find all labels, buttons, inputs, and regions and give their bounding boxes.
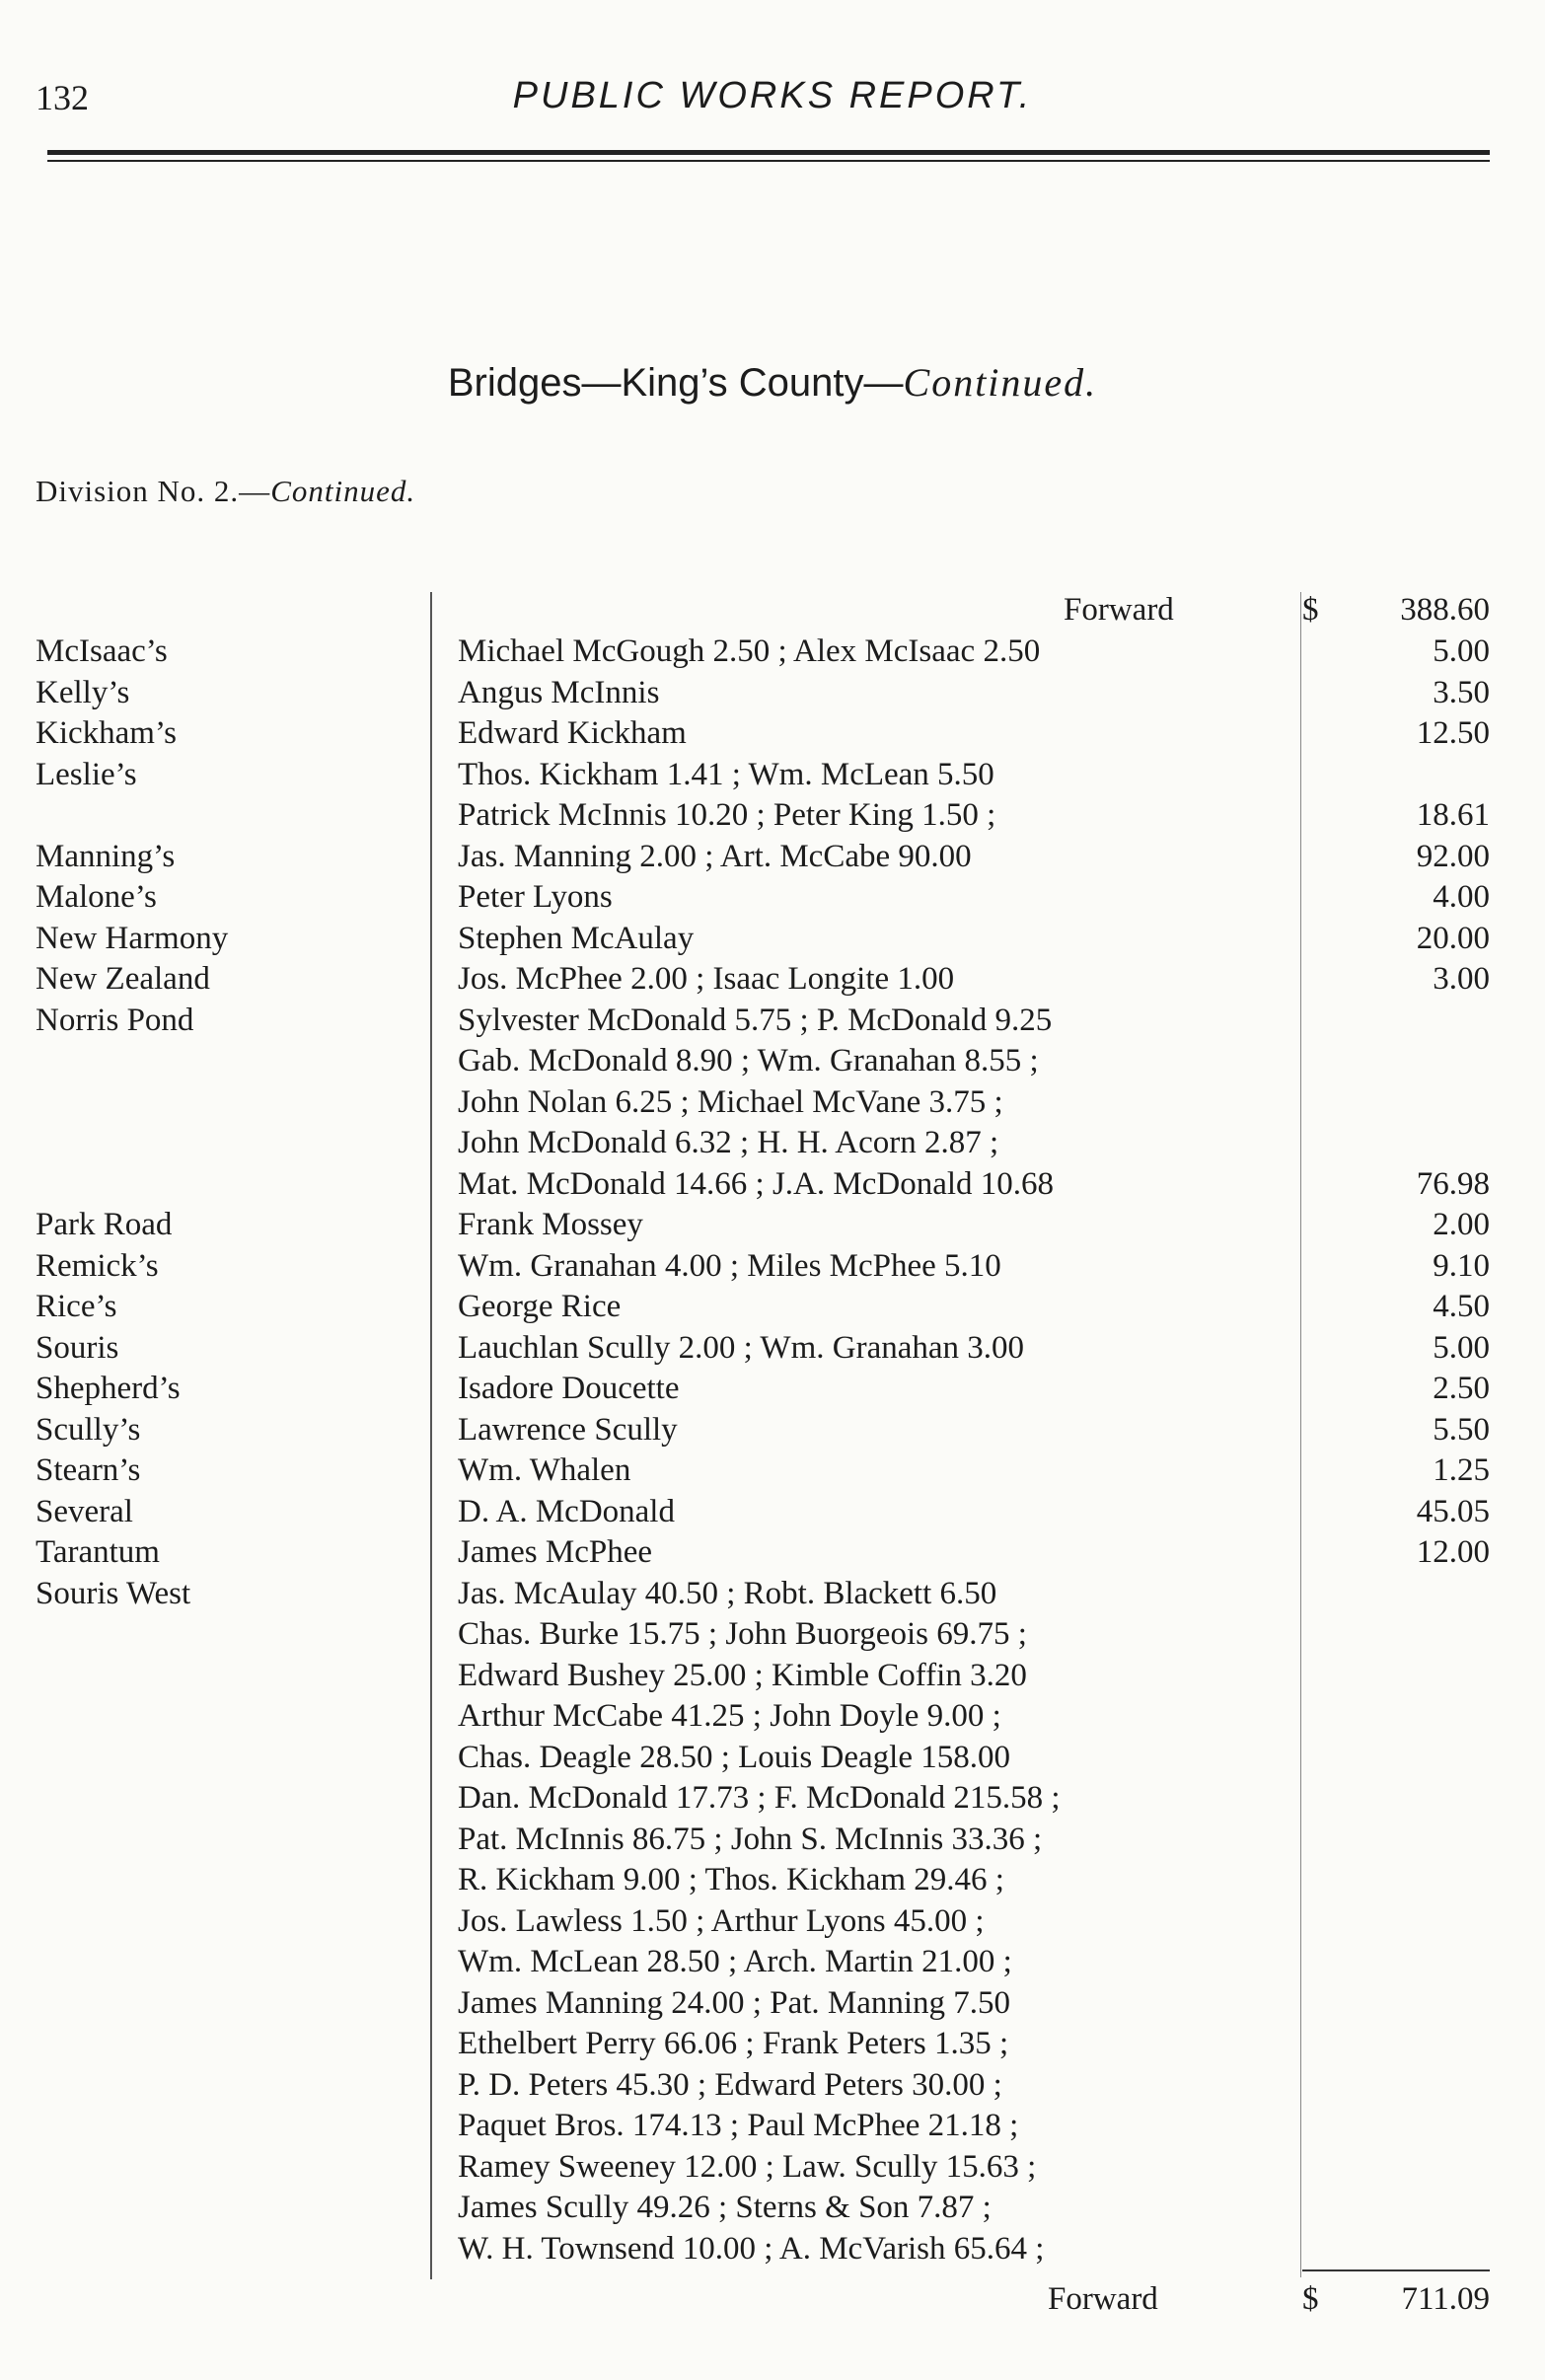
place-name: Kickham’s [36, 715, 177, 751]
amount-value: 12.00 [1416, 1534, 1490, 1570]
place-name: Tarantum [36, 1534, 160, 1570]
payee-entry: Sylvester McDonald 5.75 ; P. McDonald 9.25 [458, 1003, 1053, 1038]
payee-entry: Lawrence Scully [458, 1412, 678, 1448]
place-name: New Harmony [36, 921, 229, 956]
payee-entry: P. D. Peters 45.30 ; Edward Peters 30.00 ; [458, 2067, 1002, 2103]
payee-entry: Chas. Deagle 28.50 ; Louis Deagle 158.00 [458, 1740, 1010, 1775]
page-number: 132 [36, 78, 89, 117]
payee-entry: Patrick McInnis 10.20 ; Peter King 1.50 ; [458, 797, 996, 833]
payee-entry: Jas. Manning 2.00 ; Art. McCabe 90.00 [458, 839, 972, 874]
amount-value: 45.05 [1416, 1494, 1490, 1529]
place-name: Remick’s [36, 1248, 159, 1284]
running-head: PUBLIC WORKS REPORT. [512, 75, 1033, 116]
payee-entry: Arthur McCabe 41.25 ; John Doyle 9.00 ; [458, 1698, 1001, 1734]
payee-entry: Angus McInnis [458, 675, 660, 710]
payee-entry: Paquet Bros. 174.13 ; Paul McPhee 21.18 ; [458, 2108, 1019, 2143]
forward-bottom-dollar: $ [1302, 2281, 1319, 2317]
payee-entry: R. Kickham 9.00 ; Thos. Kickham 29.46 ; [458, 1862, 1004, 1897]
division-heading [36, 474, 415, 509]
amount-value: 20.00 [1416, 921, 1490, 956]
payee-entry: D. A. McDonald [458, 1494, 675, 1529]
division-continued: Continued. [270, 474, 416, 508]
header-rule-thin [47, 160, 1490, 162]
amount-value: 5.00 [1433, 1330, 1490, 1366]
place-name: Park Road [36, 1207, 173, 1242]
payee-entry: Jos. McPhee 2.00 ; Isaac Longite 1.00 [458, 961, 955, 997]
payee-entry: Frank Mossey [458, 1207, 643, 1242]
amount-value: 3.50 [1433, 675, 1490, 710]
payee-entry: Ethelbert Perry 66.06 ; Frank Peters 1.35 ; [458, 2026, 1009, 2061]
header-rule-thick [47, 150, 1490, 155]
place-name: Scully’s [36, 1412, 141, 1448]
payee-entry: Peter Lyons [458, 879, 613, 915]
amount-value: 3.00 [1433, 961, 1490, 997]
amount-value: 92.00 [1416, 839, 1490, 874]
payee-entry: Dan. McDonald 17.73 ; F. McDonald 215.58 ; [458, 1780, 1061, 1816]
division-label: Division No. 2.— [36, 474, 271, 508]
section-title-main: Bridges—King’s County— [447, 361, 904, 405]
place-name: Souris [36, 1330, 119, 1366]
forward-top-label: Forward [1064, 592, 1174, 628]
amount-value: 4.50 [1433, 1289, 1490, 1324]
payee-entry: Wm. Granahan 4.00 ; Miles McPhee 5.10 [458, 1248, 1001, 1284]
payee-entry: James Manning 24.00 ; Pat. Manning 7.50 [458, 1985, 1011, 2021]
place-name: New Zealand [36, 961, 210, 997]
payee-entry: Edward Bushey 25.00 ; Kimble Coffin 3.20 [458, 1658, 1027, 1693]
forward-bottom-amount: 711.09 [1401, 2281, 1490, 2317]
column-divider-left [430, 592, 432, 2279]
amount-value: 1.25 [1433, 1452, 1490, 1488]
amount-value: 5.50 [1433, 1412, 1490, 1448]
place-name: Stearn’s [36, 1452, 141, 1488]
place-name: Shepherd’s [36, 1371, 181, 1406]
amount-value: 9.10 [1433, 1248, 1490, 1284]
amount-value: 18.61 [1416, 797, 1490, 833]
payee-entry: James Scully 49.26 ; Sterns & Son 7.87 ; [458, 2190, 992, 2225]
column-divider-right [1300, 592, 1301, 2277]
forward-bottom-label: Forward [1048, 2281, 1158, 2317]
payee-entry: Wm. Whalen [458, 1452, 631, 1488]
section-title [0, 359, 1545, 406]
section-title-continued: Continued. [903, 360, 1098, 405]
place-name: Rice’s [36, 1289, 117, 1324]
payee-entry: James McPhee [458, 1534, 653, 1570]
amount-value: 4.00 [1433, 879, 1490, 915]
payee-entry: Jas. McAulay 40.50 ; Robt. Blackett 6.50 [458, 1576, 997, 1611]
payee-entry: John McDonald 6.32 ; H. H. Acorn 2.87 ; [458, 1125, 999, 1160]
payee-entry: Mat. McDonald 14.66 ; J.A. McDonald 10.68 [458, 1166, 1055, 1202]
place-name: Leslie’s [36, 757, 137, 792]
amount-value: 12.50 [1416, 715, 1490, 751]
bottom-total-rule [1302, 2269, 1490, 2271]
amount-value: 5.00 [1433, 633, 1490, 669]
payee-entry: Wm. McLean 28.50 ; Arch. Martin 21.00 ; [458, 1944, 1012, 1979]
amount-value: 76.98 [1416, 1166, 1490, 1202]
payee-entry: Ramey Sweeney 12.00 ; Law. Scully 15.63 ; [458, 2149, 1037, 2185]
payee-entry: Edward Kickham [458, 715, 687, 751]
payee-entry: Jos. Lawless 1.50 ; Arthur Lyons 45.00 ; [458, 1903, 985, 1939]
payee-entry: Isadore Doucette [458, 1371, 680, 1406]
payee-entry: Michael McGough 2.50 ; Alex McIsaac 2.50 [458, 633, 1041, 669]
payee-entry: W. H. Townsend 10.00 ; A. McVarish 65.64 ; [458, 2231, 1045, 2267]
payee-entry: Gab. McDonald 8.90 ; Wm. Granahan 8.55 ; [458, 1043, 1039, 1078]
amount-value: 2.00 [1433, 1207, 1490, 1242]
payee-entry: Thos. Kickham 1.41 ; Wm. McLean 5.50 [458, 757, 994, 792]
place-name: Malone’s [36, 879, 157, 915]
forward-top-amount: 388.60 [1400, 592, 1490, 628]
place-name: Kelly’s [36, 675, 130, 710]
place-name: Souris West [36, 1576, 191, 1611]
payee-entry: John Nolan 6.25 ; Michael McVane 3.75 ; [458, 1084, 1003, 1120]
amount-value: 2.50 [1433, 1371, 1490, 1406]
payee-entry: Stephen McAulay [458, 921, 695, 956]
place-name: Manning’s [36, 839, 176, 874]
forward-top-dollar: $ [1302, 592, 1319, 628]
payee-entry: George Rice [458, 1289, 622, 1324]
payee-entry: Pat. McInnis 86.75 ; John S. McInnis 33.36 ; [458, 1822, 1043, 1857]
place-name: Several [36, 1494, 133, 1529]
place-name: McIsaac’s [36, 633, 168, 669]
payee-entry: Lauchlan Scully 2.00 ; Wm. Granahan 3.00 [458, 1330, 1025, 1366]
payee-entry: Chas. Burke 15.75 ; John Buorgeois 69.75 ; [458, 1616, 1027, 1652]
place-name: Norris Pond [36, 1003, 194, 1038]
